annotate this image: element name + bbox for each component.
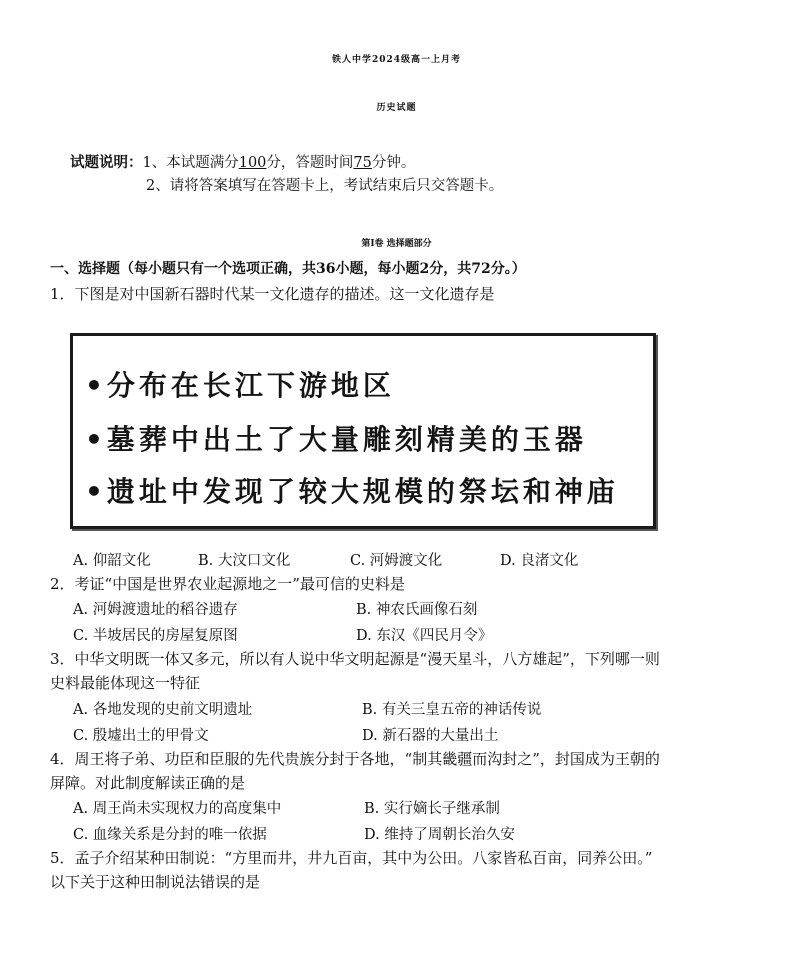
question-3-stem-line-1: 3．中华文明既一体又多元，所以有人说中华文明起源是“漫天星斗，八方雄起”，下列哪一则 (50, 650, 660, 668)
volume-heading: 第Ⅰ卷 选择题部分 (361, 239, 432, 249)
exam-time-value: 75 (353, 155, 372, 171)
figure-line-1: •分布在长江下游地区 (85, 369, 395, 402)
question-3-stem-line-2: 史料最能体现这一特征 (50, 674, 201, 692)
instructions-text-b: 分，答题时间 (266, 155, 354, 171)
exam-title: 铁人中学2024级高一上月考 (331, 55, 462, 65)
q3-option-d: D. 新石器的大量出土 (362, 728, 499, 744)
instructions-text-c: 分钟。 (371, 155, 416, 171)
q4-option-c: C. 血缘关系是分封的唯一依据 (73, 827, 267, 843)
section-heading: 一、选择题（每小题只有一个选项正确，共36小题，每小题2分，共72分。） (50, 261, 526, 277)
q3-option-b: B. 有关三皇五帝的神话传说 (362, 702, 542, 718)
question-1-stem: 1．下图是对中国新石器时代某一文化遗存的描述。这一文化遗存是 (50, 285, 495, 303)
question-5-stem-line-2: 以下关于这种田制说法错误的是 (50, 873, 261, 891)
instructions-label: 试题说明： (70, 154, 143, 171)
q2-option-b: B. 神农氏画像石刻 (356, 602, 478, 618)
question-5-stem-line-1: 5．孟子介绍某种田制说：“方里而井，井九百亩，其中为公田。八家皆私百亩，同养公田。” (50, 849, 653, 867)
q2-option-d: D. 东汉《四民月令》 (356, 628, 493, 644)
full-score-value: 100 (238, 155, 267, 171)
instructions-line-1 (70, 151, 415, 172)
question-4-stem-line-1: 4．周王将子弟、功臣和臣服的先代贵族分封于各地，“制其畿疆而沟封之”，封国成为王朝的 (50, 750, 660, 768)
question-2-stem: 2．考证“中国是世界农业起源地之一”最可信的史料是 (50, 575, 405, 593)
instructions-line-2: 2、请将答案填写在答题卡上，考试结束后只交答题卡。 (146, 178, 504, 194)
exam-subtitle: 历史试题 (376, 103, 417, 113)
q4-option-d: D. 维持了周朝长治久安 (364, 827, 515, 843)
q1-option-d: D. 良渚文化 (500, 553, 579, 569)
q4-option-b: B. 实行嫡长子继承制 (364, 801, 500, 817)
q1-option-c: C. 河姆渡文化 (350, 553, 443, 569)
q1-option-b: B. 大汶口文化 (198, 553, 291, 569)
q1-option-a: A. 仰韶文化 (73, 553, 151, 569)
q2-option-c: C. 半坡居民的房屋复原图 (73, 628, 238, 644)
figure-line-2: •墓葬中出土了大量雕刻精美的玉器 (85, 423, 587, 456)
q2-option-a: A. 河姆渡遗址的稻谷遗存 (73, 602, 238, 618)
q4-option-a: A. 周王尚未实现权力的高度集中 (73, 801, 282, 817)
instructions-text-a: 1、本试题满分 (142, 155, 239, 171)
figure-line-3: •遗址中发现了较大规模的祭坛和神庙 (85, 475, 619, 508)
question-1-figure-box (70, 333, 656, 529)
q3-option-a: A. 各地发现的史前文明遗址 (73, 702, 253, 718)
question-4-stem-line-2: 屏障。对此制度解读正确的是 (50, 774, 246, 792)
q3-option-c: C. 殷墟出土的甲骨文 (73, 728, 209, 744)
